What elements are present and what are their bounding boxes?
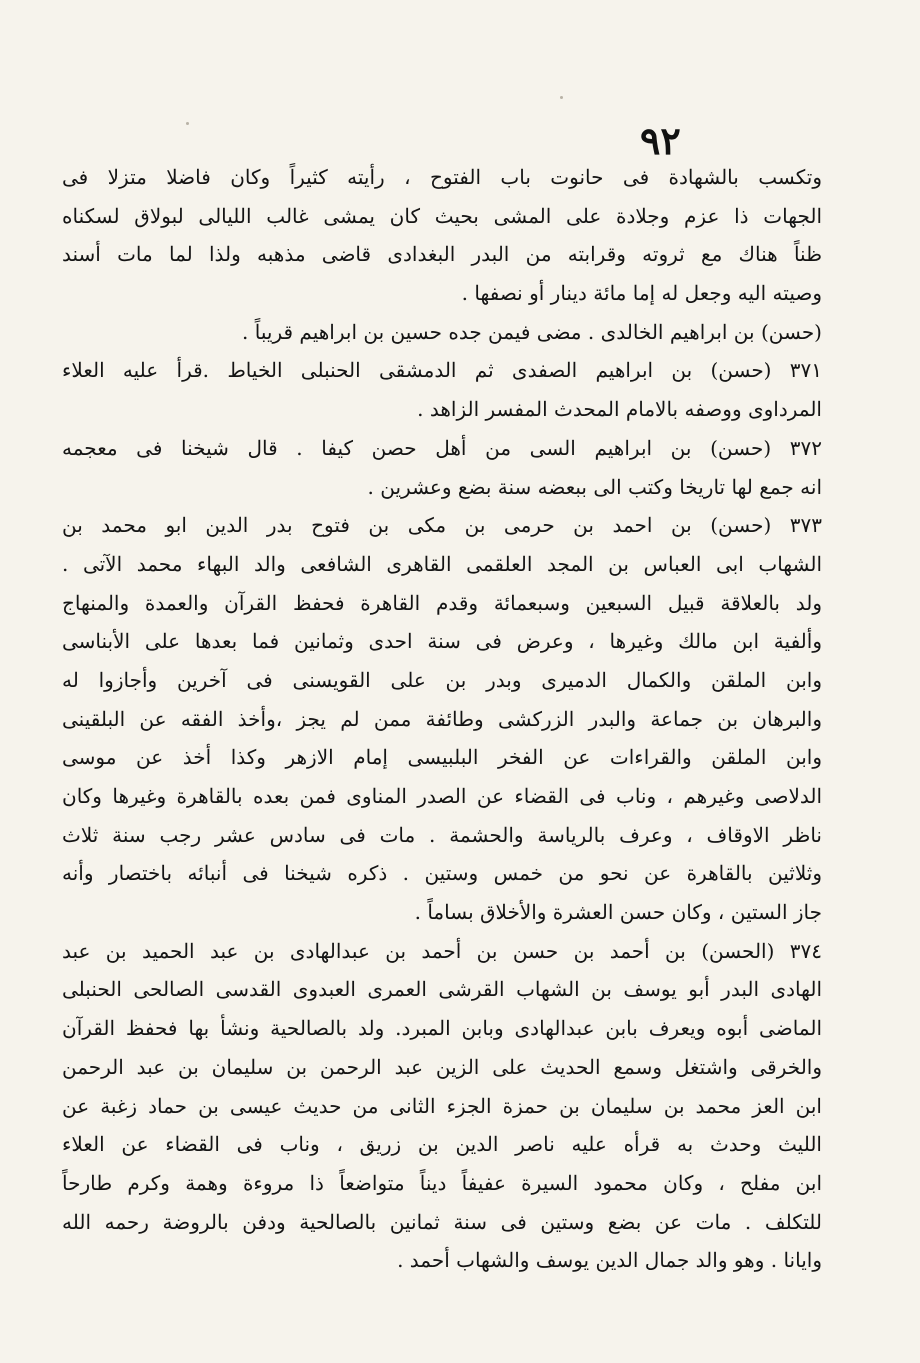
text-line: الليث وحدث به قرأه عليه ناصر الدين بن زريق ، وناب فى القضاء عن العلاء	[62, 1132, 822, 1157]
text-line: ابن العز محمد بن سليمان بن حمزة الجزء الثانى من حديث عيسى بن حماد زغبة عن	[62, 1093, 822, 1118]
text-line: وابن الملقن والكمال الدميرى وبدر بن على القويسنى فى آخرين وأجازوا له	[62, 667, 822, 692]
text-line: جاز الستين ، وكان حسن العشرة والأخلاق بساماً .	[414, 900, 822, 925]
text-line: ابن مفلح ، وكان محمود السيرة عفيفاً ديناً متواضعاً ذا مروءة وهمة وكرم طارحاً	[62, 1170, 822, 1195]
text-line: ٣٧٣ (حسن) بن احمد بن حرمى بن مكى بن فتوح بدر الدين ابو محمد بن	[62, 513, 822, 538]
text-line: والبرهان بن جماعة والبدر الزركشى وطائفة ممن لم يجز ،وأخذ الفقه عن البلقينى	[62, 706, 822, 731]
paper-speck	[560, 96, 563, 99]
text-line: للتكلف . مات عن بضع وستين فى سنة ثمانين بالصالحية ودفن بالروضة رحمه الله	[62, 1209, 822, 1234]
text-line: انه جمع لها تاريخا وكتب الى ببعضه سنة بضع وعشرين .	[367, 474, 822, 499]
text-line: ٣٧٤ (الحسن) بن أحمد بن حسن بن أحمد بن عبدالهادى بن عبد الحميد بن عبد	[62, 938, 822, 963]
body-text	[62, 158, 822, 1280]
text-line: وصيته اليه وجعل له إما مائة دينار أو نصفها .	[461, 281, 822, 306]
text-line: ٣٧٢ (حسن) بن ابراهيم السى من أهل حصن كيفا . قال شيخنا فى معجمه	[62, 435, 822, 460]
text-line: المرداوى ووصفه بالامام المحدث المفسر الزاهد .	[417, 397, 822, 422]
paper-speck	[186, 122, 189, 125]
text-line: الهادى البدر أبو يوسف بن الشهاب القرشى العمرى العبدوى القدسى الصالحى الحنبلى	[62, 977, 822, 1002]
text-line: والخرقى واشتغل وسمع الحديث على الزين عبد الرحمن بن سليمان بن عبد الرحمن	[62, 1054, 822, 1079]
text-line: ظناً هناك مع ثروته وقرابته من البدر البغدادى قاضى مذهبه ولذا لما مات أسند	[62, 242, 822, 267]
text-line: وايانا . وهو والد جمال الدين يوسف والشهاب أحمد .	[397, 1248, 822, 1273]
text-line: وتكسب بالشهادة فى حانوت باب الفتوح ، رأيته كثيراً وكان فاضلا متزلا فى	[62, 165, 822, 189]
text-line: وابن الملقن والقراءات عن الفخر البلبيسى إمام الازهر وكذا أخذ عن موسى	[62, 745, 822, 770]
text-line: الشهاب ابى العباس بن المجد العلقمى القاهرى الشافعى والد البهاء محمد الآتى .	[62, 551, 822, 576]
text-line: وثلاثين بالقاهرة عن نحو من خمس وستين . ذكره شيخنا فى أنبائه باختصار وأنه	[62, 861, 822, 886]
text-line: وألفية ابن مالك وغيرها ، وعرض فى سنة احدى وثمانين فما بعدها على الأبناسى	[62, 629, 822, 654]
text-line: ٣٧١ (حسن) بن ابراهيم الصفدى ثم الدمشقى الحنبلى الخياط .قرأ عليه العلاء	[62, 358, 822, 383]
text-line: الدلاصى وغيرهم ، وناب فى القضاء عن الصدر المناوى فمن بعده بالقاهرة وغيرها وكان	[62, 784, 822, 808]
text-line: ولد بالعلاقة قبيل السبعين وسبعمائة وقدم القاهرة فحفظ القرآن والعمدة والمنهاج	[62, 590, 822, 615]
text-line: (حسن) بن ابراهيم الخالدى . مضى فيمن جده حسين بن ابراهيم قريباً .	[242, 319, 822, 344]
text-line: الجهات ذا عزم وجلادة على المشى بحيث كان يمشى غالب الليالى لبولاق لسكناه	[62, 203, 822, 228]
text-line: ناظر الاوقاف ، وعرف بالرياسة والحشمة . مات فى سادس عشر رجب سنة ثلاث	[62, 822, 822, 847]
text-line: الماضى أبوه ويعرف بابن عبدالهادى وبابن المبرد. ولد بالصالحية ونشأ بها فحفظ القرآن	[62, 1016, 822, 1041]
page-number: ٩٢	[640, 118, 681, 163]
